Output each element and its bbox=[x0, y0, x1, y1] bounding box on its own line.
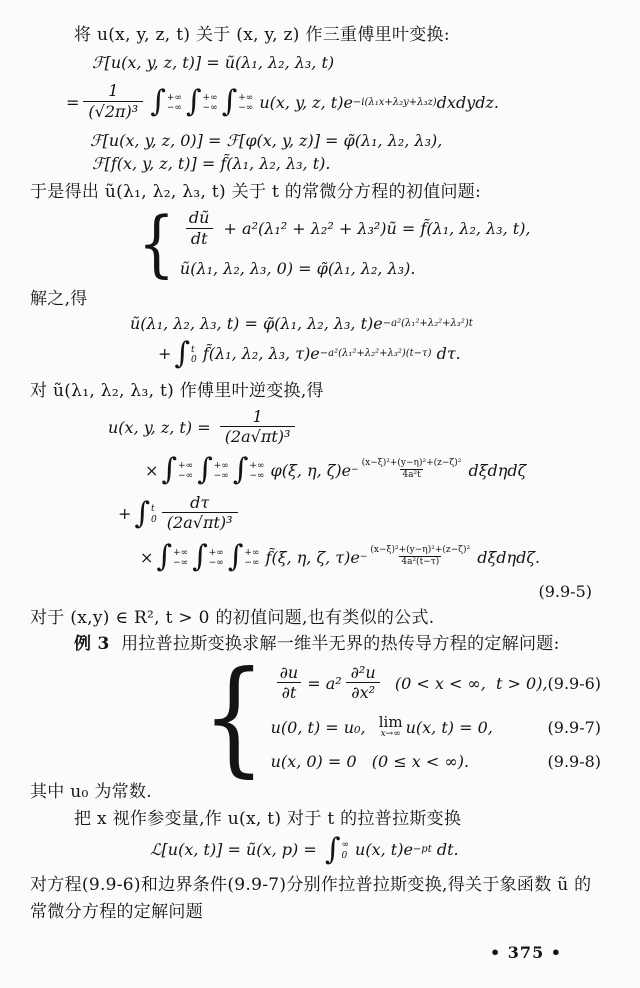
left-brace: { bbox=[138, 200, 175, 286]
formula-text: ℱ[f(x, y, z, t)] = f̃(λ₁, λ₂, λ₃, t). bbox=[92, 153, 331, 173]
equals-sign: = bbox=[66, 92, 80, 112]
formula-text: ℱ[u(x, y, z, t)] = ũ(λ₁, λ₂, λ₃, t) bbox=[92, 53, 335, 73]
formula-text: dt. bbox=[431, 840, 459, 860]
integral-upper-limit: +∞ bbox=[178, 460, 194, 471]
fraction bbox=[275, 664, 304, 703]
fraction-numerator: ∂²u bbox=[350, 662, 376, 682]
formula-fourier-initial bbox=[90, 131, 598, 150]
ode-initial-condition bbox=[180, 259, 531, 278]
exponent: −a²(λ₁²+λ₂²+λ₃²)(t−τ) bbox=[319, 348, 432, 360]
formula-text: (0 < x < ∞, t > 0), bbox=[384, 673, 548, 693]
paragraph-laplace-intro: 把 x 视作参变量,作 u(x, t) 对于 t 的拉普拉斯变换 bbox=[74, 809, 462, 830]
formula-text: dxdydz. bbox=[436, 92, 499, 112]
equation-number-9-9-6: (9.9-6) bbox=[547, 673, 602, 693]
formula-text: dξdηdζ. bbox=[472, 547, 541, 567]
integral-upper-limit: +∞ bbox=[213, 460, 229, 471]
fraction-numerator: ∂u bbox=[279, 662, 299, 682]
integral-glyph: ∫ bbox=[150, 84, 166, 120]
integral-sign bbox=[185, 84, 218, 120]
integral-glyph: ∫ bbox=[221, 84, 238, 120]
fraction bbox=[220, 408, 296, 447]
integral-sign bbox=[197, 452, 229, 488]
formula-fourier-integral bbox=[66, 82, 598, 121]
integral-upper-limit: +∞ bbox=[166, 92, 182, 103]
paragraph-fourier-intro: 将 u(x, y, z, t) 关于 (x, y, z) 作三重傅里叶变换: bbox=[74, 25, 450, 45]
formula-text: ℒ[u(x, t)] = ũ(x, p) = bbox=[150, 840, 322, 860]
fraction-numerator: dũ bbox=[188, 208, 210, 228]
exponent: −pt bbox=[412, 844, 432, 856]
formula-dtau-integral bbox=[118, 494, 598, 533]
fraction-denominator: 4a²(t−τ) bbox=[401, 557, 440, 568]
fraction-denominator: ∂x² bbox=[346, 682, 380, 703]
integral-sign bbox=[150, 84, 182, 120]
integral-lower-limit: −∞ bbox=[238, 103, 254, 114]
fraction-numerator: (x−ξ)²+(y−η)²+(z−ζ)² bbox=[361, 458, 462, 469]
formula-text: dτ. bbox=[431, 344, 461, 364]
ode-system bbox=[138, 200, 598, 286]
integral-lower-limit: 0 bbox=[151, 514, 157, 525]
integral-sign bbox=[192, 539, 224, 575]
integral-sign bbox=[232, 452, 265, 488]
integral-upper-limit: +∞ bbox=[208, 547, 224, 558]
paragraph-u0-constant: 其中 u₀ 为常数. bbox=[30, 781, 152, 802]
equation-number-9-9-7: (9.9-7) bbox=[547, 718, 602, 738]
formula-f-integral bbox=[140, 539, 598, 575]
pde-equation bbox=[271, 664, 601, 703]
integral-sign bbox=[221, 84, 254, 120]
integral-lower-limit: −∞ bbox=[202, 103, 218, 114]
integral-lower-limit: −∞ bbox=[166, 103, 182, 114]
integral-glyph: ∫ bbox=[232, 452, 249, 488]
example-label: 例 3 bbox=[74, 634, 110, 655]
exponent: −a²(λ₁²+λ₂²+λ₃²)t bbox=[382, 318, 473, 330]
integral-glyph: ∫ bbox=[197, 452, 213, 488]
boundary-condition bbox=[271, 715, 601, 740]
exponent-fraction bbox=[351, 458, 463, 481]
exponent-fraction bbox=[360, 545, 472, 568]
paragraph-example-3 bbox=[30, 633, 598, 655]
integral-lower-limit: −∞ bbox=[244, 558, 260, 569]
integral-lower-limit: 0 bbox=[191, 354, 197, 365]
formula-solution-part2 bbox=[158, 336, 598, 372]
formula-text: φ(ξ, η, ζ)e bbox=[265, 460, 352, 480]
integral-lower-limit: −∞ bbox=[213, 471, 229, 482]
formula-text: u(0, t) = u₀, bbox=[270, 718, 376, 738]
fraction-denominator: (2a√πt)³ bbox=[220, 426, 296, 447]
equation-number-9-9-5: (9.9-5) bbox=[538, 581, 592, 601]
paragraph-apply-laplace-1: 对方程(9.9-6)和边界条件(9.9-7)分别作拉普拉斯变换,得关于象函数 ũ 的 bbox=[30, 875, 592, 896]
paragraph-ode-problem: 于是得出 ũ(λ₁, λ₂, λ₃, t) 关于 t 的常微分方程的初值问题: bbox=[30, 181, 482, 202]
integral-lower-limit: −∞ bbox=[249, 471, 265, 482]
formula-text: u(x, 0) = 0 (0 ≤ x < ∞). bbox=[270, 751, 470, 771]
paragraph-solve: 解之,得 bbox=[30, 288, 88, 309]
formula-laplace-definition bbox=[150, 831, 598, 867]
integral-glyph: ∫ bbox=[174, 336, 191, 372]
formula-text: ℱ[u(x, y, z, 0)] = ℱ[φ(x, y, z)] = φ̃(λ₁, λ₂, λ₃), bbox=[90, 130, 443, 150]
integral-glyph: ∫ bbox=[134, 495, 151, 531]
times-sign: × bbox=[140, 547, 154, 567]
formula-text: ũ(λ₁, λ₂, λ₃, t) = φ̃(λ₁, λ₂, λ₃, t)e bbox=[130, 314, 383, 334]
limit-operator bbox=[379, 715, 403, 740]
formula-text: u(x, t) = 0, bbox=[405, 718, 493, 738]
integral-glyph: ∫ bbox=[192, 539, 208, 575]
formula-fourier-definition bbox=[92, 53, 598, 72]
integral-glyph: ∫ bbox=[156, 539, 173, 575]
integral-sign bbox=[134, 495, 157, 531]
left-brace: { bbox=[202, 643, 266, 790]
integral-upper-limit: +∞ bbox=[238, 92, 254, 103]
integral-glyph: ∫ bbox=[227, 539, 244, 575]
fraction bbox=[346, 664, 381, 703]
formula-phi-integral bbox=[145, 452, 598, 488]
formula-text: u(x, t)e bbox=[349, 840, 413, 860]
initial-condition bbox=[271, 752, 601, 771]
ode-equation bbox=[180, 209, 531, 248]
formula-text: = a² bbox=[307, 673, 342, 693]
integral-sign bbox=[227, 539, 260, 575]
formula-text: ũ(λ₁, λ₂, λ₃, 0) = φ̃(λ₁, λ₂, λ₃). bbox=[179, 258, 416, 278]
plus-sign: + bbox=[158, 344, 172, 364]
integral-sign bbox=[161, 452, 194, 488]
integral-lower-limit: 0 bbox=[341, 850, 348, 861]
paragraph-apply-laplace-2: 常微分方程的定解问题 bbox=[30, 901, 203, 922]
minus-sign: − bbox=[351, 465, 359, 476]
formula-text: dξdηdζ bbox=[463, 460, 527, 480]
page-number: • 375 • bbox=[490, 943, 562, 962]
equation-number-9-9-8: (9.9-8) bbox=[547, 751, 602, 771]
fraction-numerator: (x−ξ)²+(y−η)²+(z−ζ)² bbox=[370, 545, 471, 556]
paragraph-inverse-transform: 对 ũ(λ₁, λ₂, λ₃, t) 作傅里叶逆变换,得 bbox=[30, 380, 324, 401]
formula-text: f̃(ξ, η, ζ, τ)e bbox=[260, 547, 360, 567]
integral-upper-limit: t bbox=[191, 344, 195, 355]
paragraph-similar-formula: 对于 (x,y) ∈ R², t > 0 的初值问题,也有类似的公式. bbox=[30, 607, 435, 628]
fraction-denominator: (√2π)³ bbox=[83, 101, 143, 122]
exponent: −i(λ₁x+λ₂y+λ₃z) bbox=[352, 96, 437, 108]
integral-upper-limit: t bbox=[151, 504, 155, 515]
formula-text: f̃(λ₁, λ₂, λ₃, τ)e bbox=[197, 344, 320, 364]
integral-lower-limit: −∞ bbox=[208, 558, 224, 569]
integral-upper-limit: ∞ bbox=[341, 840, 349, 851]
integral-upper-limit: +∞ bbox=[244, 547, 260, 558]
fraction bbox=[184, 209, 215, 248]
formula-text: u(x, y, z, t) = bbox=[108, 418, 216, 438]
integral-sign bbox=[324, 831, 349, 867]
fraction-denominator: 4a²t bbox=[402, 470, 421, 481]
formula-solution-part1 bbox=[130, 314, 598, 333]
formula-text: + a²(λ₁² + λ₂² + λ₃²)ũ = f̃(λ₁, λ₂, λ₃, t), bbox=[218, 219, 531, 239]
formula-u-solution-head bbox=[108, 408, 598, 447]
plus-sign: + bbox=[118, 504, 132, 524]
fraction-denominator: (2a√πt)³ bbox=[162, 512, 238, 533]
lim-label: lim bbox=[378, 713, 403, 732]
integral-glyph: ∫ bbox=[185, 84, 202, 120]
formula-text: u(x, y, z, t)e bbox=[254, 92, 353, 112]
fraction bbox=[83, 82, 143, 121]
integral-lower-limit: −∞ bbox=[173, 558, 189, 569]
integral-sign bbox=[156, 539, 189, 575]
example-text: 用拉普拉斯变换求解一维半无界的热传导方程的定解问题: bbox=[121, 634, 560, 655]
fraction-numerator: 1 bbox=[252, 407, 263, 427]
fraction-denominator: ∂t bbox=[277, 682, 302, 703]
fraction-numerator: dτ bbox=[190, 492, 210, 512]
fraction bbox=[162, 494, 238, 533]
lim-subscript: x→∞ bbox=[380, 729, 401, 740]
integral-upper-limit: +∞ bbox=[202, 92, 218, 103]
times-sign: × bbox=[145, 460, 159, 480]
integral-glyph: ∫ bbox=[161, 452, 178, 488]
fraction-numerator: 1 bbox=[108, 81, 119, 101]
minus-sign: − bbox=[359, 552, 368, 563]
integral-glyph: ∫ bbox=[324, 831, 341, 867]
integral-upper-limit: +∞ bbox=[173, 547, 189, 558]
fraction-denominator: dt bbox=[186, 228, 213, 249]
integral-lower-limit: −∞ bbox=[178, 471, 194, 482]
integral-sign bbox=[174, 336, 197, 372]
formula-fourier-f bbox=[92, 154, 598, 173]
integral-upper-limit: +∞ bbox=[249, 460, 265, 471]
